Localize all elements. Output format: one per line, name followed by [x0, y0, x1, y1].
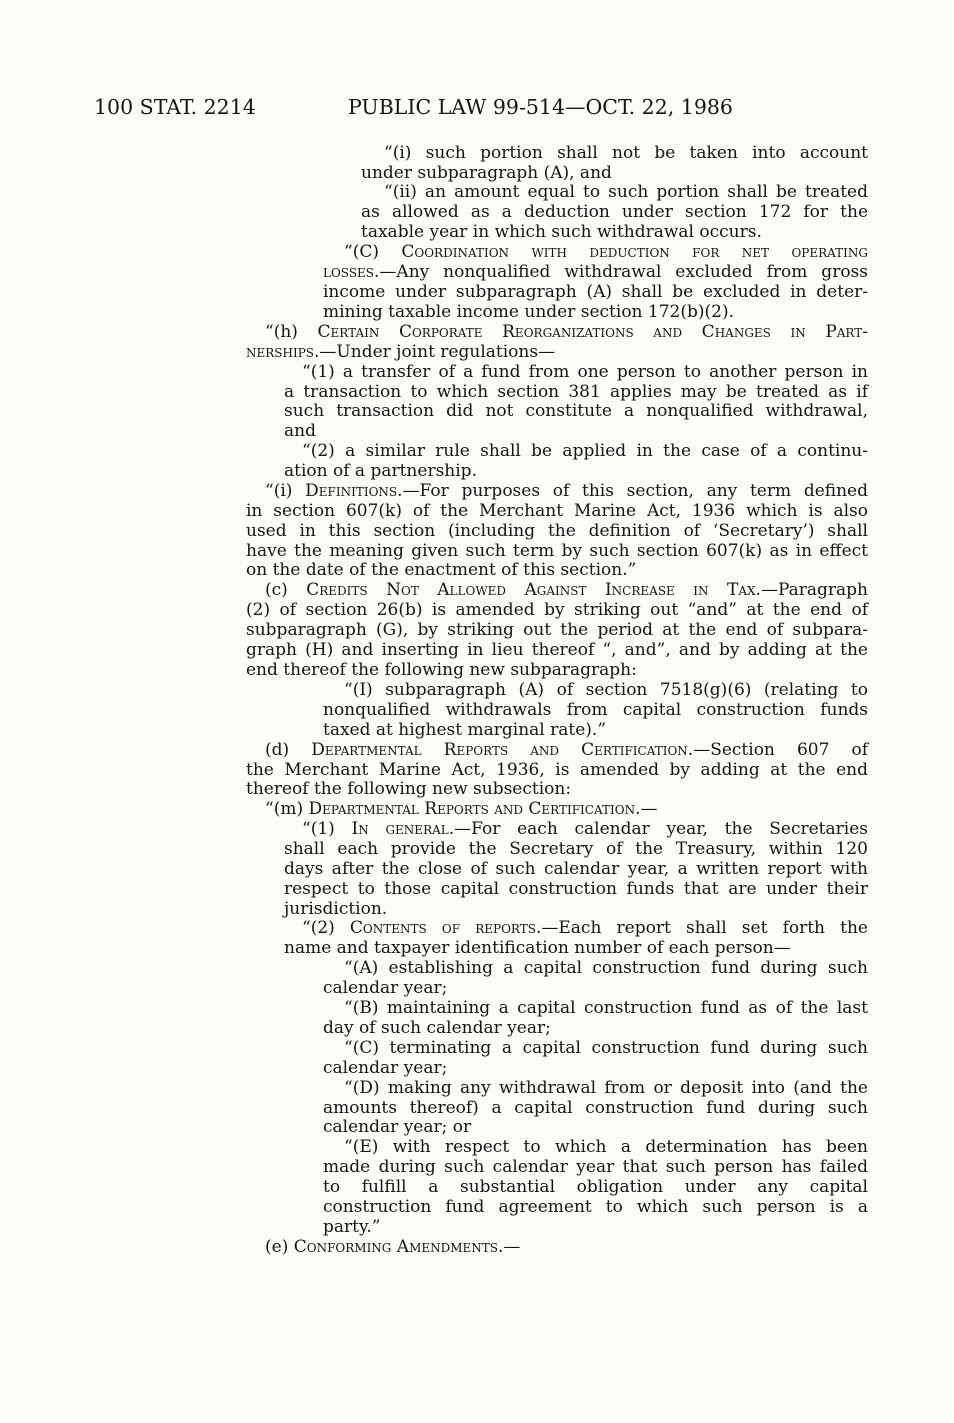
- line-text: ation of a partnership.: [284, 461, 477, 481]
- text-line: [361, 222, 781, 243]
- text-line: [344, 998, 868, 1019]
- line-prefix: “(1): [302, 819, 352, 839]
- text-line: [246, 779, 576, 800]
- line-text: “(B) maintaining a capital construction fund as of the last: [344, 998, 868, 1018]
- text-line: [246, 600, 868, 621]
- section-heading: Departmental Reports and Certification.: [311, 740, 694, 760]
- line-text: —Under joint regulations—: [319, 342, 556, 362]
- text-line: [284, 879, 868, 900]
- line-text: “(I) subparagraph (A) of section 7518(g)(6) (relating to: [344, 680, 868, 700]
- line-text: under subparagraph (A), and: [361, 163, 612, 183]
- line-text: —Any nonqualified withdrawal excluded from gross: [379, 262, 868, 282]
- line-text: jurisdiction.: [284, 899, 388, 919]
- statute-citation: 100 STAT. 2214: [94, 95, 256, 119]
- text-line: [265, 740, 868, 761]
- line-text: and: [284, 421, 316, 441]
- text-line: [361, 163, 641, 184]
- line-prefix: “(i): [265, 481, 306, 501]
- line-text: mining taxable income under section 172(b)(2).: [323, 302, 734, 322]
- line-text: to fulfill a substantial obligation under any capital: [323, 1177, 868, 1197]
- text-line: [384, 143, 868, 164]
- line-text: graph (H) and inserting in lieu thereof “, and”, and by adding at the: [246, 640, 868, 660]
- line-text: —: [503, 1237, 521, 1257]
- text-line: [284, 401, 868, 422]
- section-heading: Coordination with deduction for net operating: [401, 242, 868, 262]
- text-line: [323, 1117, 483, 1138]
- text-line: [323, 1098, 868, 1119]
- text-line: [344, 1078, 868, 1099]
- section-heading: Definitions.: [305, 481, 403, 501]
- text-line: [246, 640, 868, 661]
- line-prefix: (c): [265, 580, 307, 600]
- line-prefix: (e): [265, 1237, 294, 1257]
- page-header: [94, 92, 854, 122]
- text-line: [284, 461, 494, 482]
- text-line: [344, 242, 868, 263]
- section-heading: Contents of reports.: [349, 918, 542, 938]
- line-text: as allowed as a deduction under section 172 for the: [361, 202, 868, 222]
- section-heading: nerships.: [246, 342, 320, 362]
- text-line: [284, 938, 844, 959]
- line-text: amounts thereof) a capital construction fund during such: [323, 1098, 868, 1118]
- line-text: in section 607(k) of the Merchant Marine Act, 1936 which is also: [246, 501, 868, 521]
- line-text: have the meaning given such term by such section 607(k) as in effect: [246, 541, 868, 561]
- section-heading: In general.: [351, 819, 455, 839]
- line-text: the Merchant Marine Act, 1936, is amended by adding at the end: [246, 760, 868, 780]
- line-text: —For purposes of this section, any term defined: [402, 481, 868, 501]
- line-text: name and taxpayer identification number of each person—: [284, 938, 791, 958]
- line-text: on the date of the enactment of this section.”: [246, 560, 637, 580]
- text-line: [284, 859, 868, 880]
- text-line: [246, 541, 868, 562]
- line-text: —For each calendar year, the Secretaries: [454, 819, 868, 839]
- section-heading: Credits Not Allowed Against Increase in Tax.: [306, 580, 761, 600]
- line-text: taxable year in which such withdrawal occurs.: [361, 222, 762, 242]
- text-line: [323, 282, 868, 303]
- text-line: [302, 819, 868, 840]
- section-heading: Conforming Amendments.: [293, 1237, 504, 1257]
- section-heading: Departmental Reports and Certification.: [308, 799, 641, 819]
- line-prefix: “(2): [302, 918, 350, 938]
- text-line: [344, 1038, 868, 1059]
- text-line: [265, 799, 715, 820]
- line-text: such transaction did not constitute a nonqualified withdrawal,: [284, 401, 868, 421]
- text-line: [246, 342, 586, 363]
- text-line: [265, 1237, 565, 1258]
- line-text: calendar year;: [323, 978, 448, 998]
- line-text: used in this section (including the definition of ‘Secretary’) shall: [246, 521, 868, 541]
- line-prefix: “(m): [265, 799, 309, 819]
- line-text: respect to those capital construction funds that are under their: [284, 879, 868, 899]
- line-text: —Each report shall set forth the: [541, 918, 868, 938]
- section-heading: losses.: [323, 262, 380, 282]
- text-line: [246, 760, 868, 781]
- text-line: [302, 362, 868, 383]
- line-text: “(D) making any withdrawal from or deposit into (and the: [344, 1078, 868, 1098]
- text-line: [246, 501, 868, 522]
- line-text: —Section 607 of: [693, 740, 868, 760]
- line-text: end thereof the following new subparagraph:: [246, 660, 637, 680]
- text-line: [323, 1058, 453, 1079]
- line-text: taxed at highest marginal rate).”: [323, 720, 607, 740]
- text-line: [323, 1018, 568, 1039]
- line-prefix: “(h): [265, 322, 318, 342]
- text-line: [323, 720, 613, 741]
- text-line: [361, 202, 868, 223]
- text-line: [302, 918, 868, 939]
- line-text: “(i) such portion shall not be taken into account: [384, 143, 868, 163]
- text-line: [284, 382, 868, 403]
- line-prefix: “(C): [344, 242, 402, 262]
- text-line: [246, 620, 868, 641]
- line-text: “(C) terminating a capital construction fund during such: [344, 1038, 868, 1058]
- text-line: [265, 580, 868, 601]
- line-text: “(A) establishing a capital construction fund during such: [344, 958, 868, 978]
- line-text: day of such calendar year;: [323, 1018, 551, 1038]
- text-line: [323, 1157, 868, 1178]
- text-line: [384, 182, 868, 203]
- text-line: [323, 1197, 868, 1218]
- line-text: (2) of section 26(b) is amended by striking out “and” at the end of: [246, 600, 868, 620]
- line-text: party.”: [323, 1217, 381, 1237]
- line-text: shall each provide the Secretary of the Treasury, within 120: [284, 839, 868, 859]
- text-line: [344, 680, 868, 701]
- text-line: [323, 262, 868, 283]
- text-line: [265, 322, 868, 343]
- line-text: income under subparagraph (A) shall be excluded in deter-: [323, 282, 868, 302]
- line-text: a transaction to which section 381 applies may be treated as if: [284, 382, 868, 402]
- text-line: [323, 700, 868, 721]
- text-line: [265, 481, 868, 502]
- line-text: thereof the following new subsection:: [246, 779, 572, 799]
- section-heading: Certain Corporate Reorganizations and Changes in Part-: [317, 322, 868, 342]
- line-text: —: [640, 799, 658, 819]
- text-line: [246, 521, 868, 542]
- line-text: “(E) with respect to which a determination has been: [344, 1137, 868, 1157]
- text-line: [284, 421, 324, 442]
- text-line: [344, 1137, 868, 1158]
- text-line: [323, 302, 773, 323]
- text-line: [344, 958, 868, 979]
- line-text: “(1) a transfer of a fund from one person to another person in: [302, 362, 868, 382]
- line-text: —Paragraph: [760, 580, 868, 600]
- line-text: subparagraph (G), by striking out the period at the end of subpara-: [246, 620, 868, 640]
- text-line: [302, 441, 868, 462]
- line-text: “(2) a similar rule shall be applied in the case of a continu-: [302, 441, 868, 461]
- line-text: construction fund agreement to which such person is a: [323, 1197, 868, 1217]
- line-text: “(ii) an amount equal to such portion shall be treated: [384, 182, 868, 202]
- line-text: days after the close of such calendar year, a written report with: [284, 859, 868, 879]
- text-line: [246, 660, 666, 681]
- text-line: [323, 978, 453, 999]
- line-prefix: (d): [265, 740, 312, 760]
- line-text: calendar year;: [323, 1058, 448, 1078]
- text-line: [323, 1177, 868, 1198]
- line-text: calendar year; or: [323, 1117, 472, 1137]
- text-line: [284, 839, 868, 860]
- text-line: [284, 899, 388, 920]
- text-line: [323, 1217, 398, 1238]
- text-line: [246, 560, 656, 581]
- line-text: made during such calendar year that such person has failed: [323, 1157, 868, 1177]
- line-text: nonqualified withdrawals from capital construction funds: [323, 700, 868, 720]
- public-law-title: PUBLIC LAW 99-514—OCT. 22, 1986: [348, 95, 733, 119]
